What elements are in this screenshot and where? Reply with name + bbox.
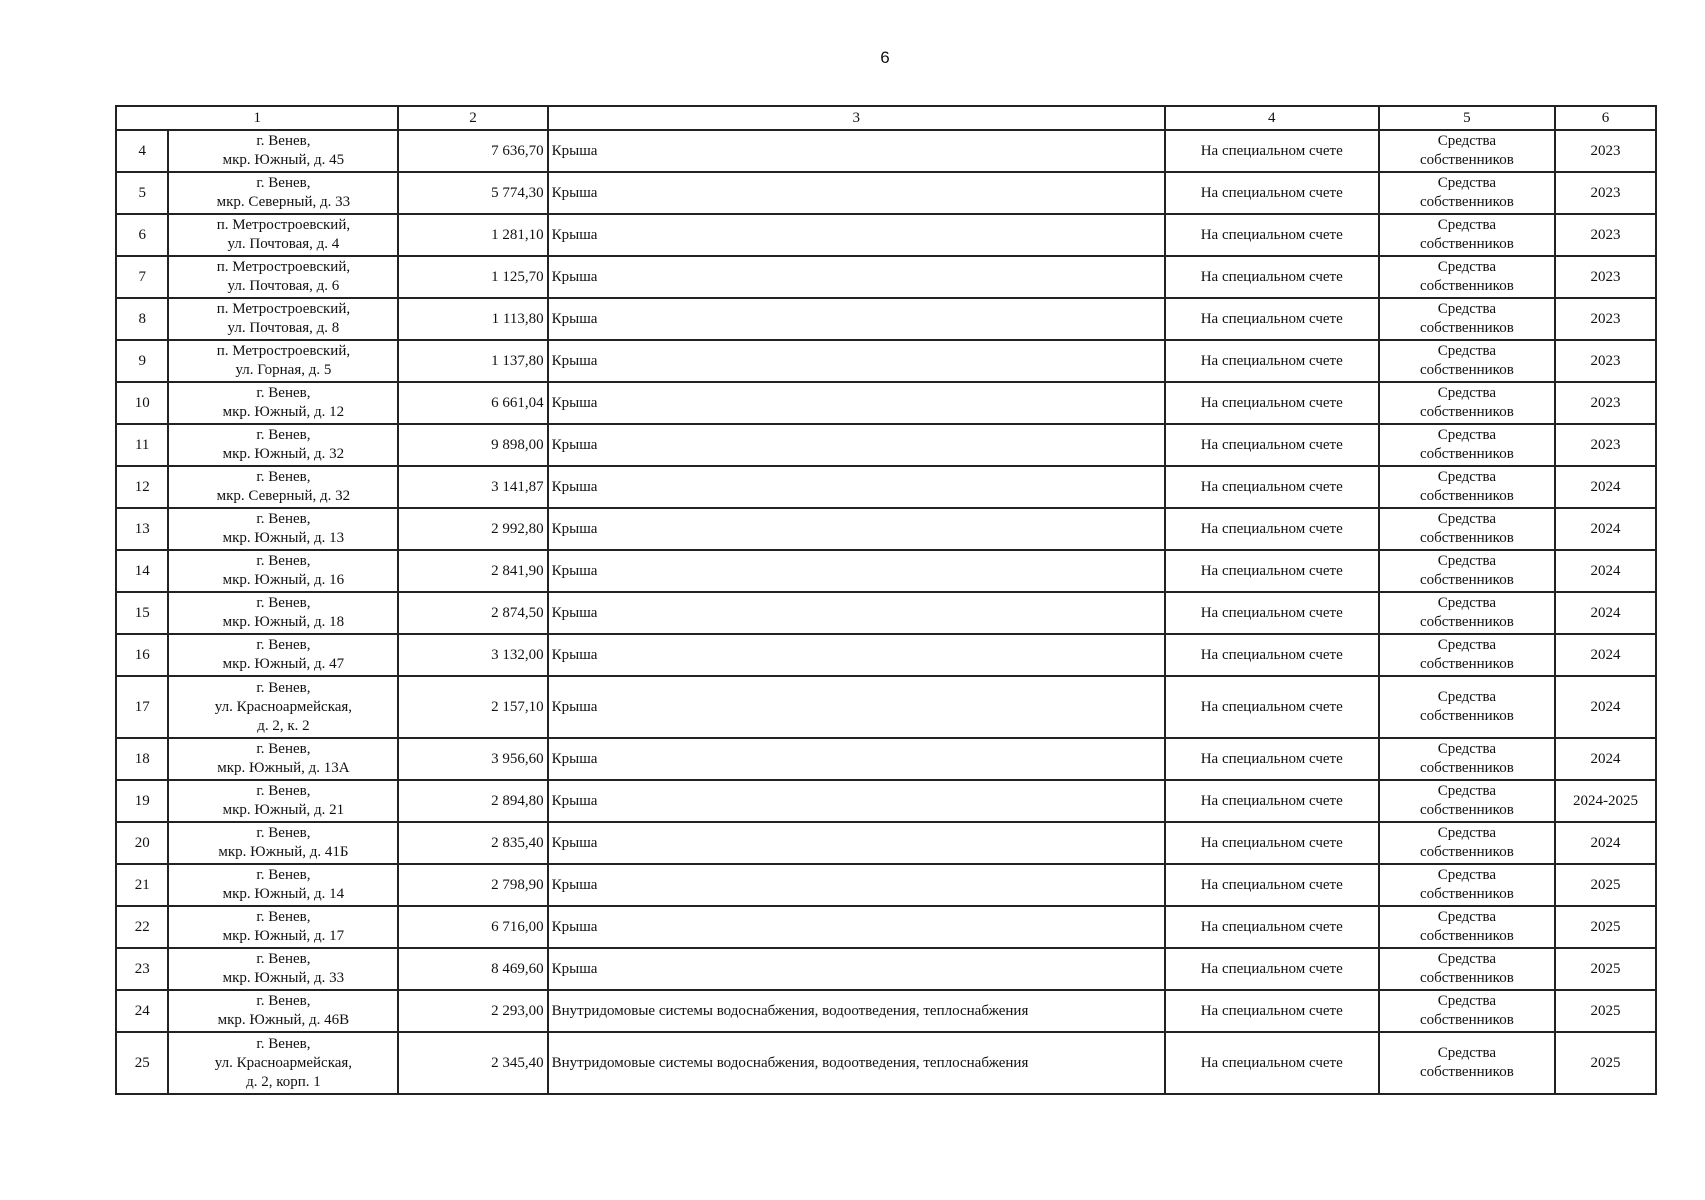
funding-method-cell: На специальном счете <box>1165 172 1379 214</box>
address-cell <box>168 948 398 990</box>
funding-source-cell <box>1379 990 1555 1032</box>
funding-method-cell: На специальном счете <box>1165 990 1379 1032</box>
area-cell: 2 293,00 <box>398 990 547 1032</box>
year-cell: 2023 <box>1555 130 1656 172</box>
address-line: п. Метростроевский, <box>216 301 351 317</box>
year-cell: 2023 <box>1555 256 1656 298</box>
address-cell <box>168 550 398 592</box>
area-cell: 3 141,87 <box>398 466 547 508</box>
funding-source-line: собственников <box>1419 614 1514 630</box>
funding-source-cell <box>1379 172 1555 214</box>
year-cell: 2024 <box>1555 592 1656 634</box>
funding-source-cell <box>1379 256 1555 298</box>
area-cell: 7 636,70 <box>398 130 547 172</box>
table-row <box>116 172 1656 214</box>
address-line: мкр. Южный, д. 41Б <box>218 844 349 860</box>
funding-source-line: Средства <box>1437 993 1497 1009</box>
funding-source-cell <box>1379 466 1555 508</box>
area-cell: 2 841,90 <box>398 550 547 592</box>
table-row <box>116 738 1656 780</box>
year-cell: 2023 <box>1555 382 1656 424</box>
work-type-cell: Крыша <box>548 130 1165 172</box>
area-cell: 6 716,00 <box>398 906 547 948</box>
address-line: г. Венев, <box>256 741 311 757</box>
address-line: мкр. Южный, д. 18 <box>222 614 345 630</box>
funding-method-cell: На специальном счете <box>1165 298 1379 340</box>
funding-method-cell: На специальном счете <box>1165 822 1379 864</box>
repair-schedule-table <box>115 105 1657 1095</box>
funding-source-line: собственников <box>1419 362 1514 378</box>
work-type-cell: Крыша <box>548 948 1165 990</box>
work-type-cell: Крыша <box>548 676 1165 738</box>
table-row <box>116 214 1656 256</box>
row-number-cell: 5 <box>116 172 168 214</box>
funding-source-cell <box>1379 822 1555 864</box>
row-number-cell: 13 <box>116 508 168 550</box>
funding-source-cell <box>1379 906 1555 948</box>
funding-source-line: Средства <box>1437 217 1497 233</box>
funding-method-cell: На специальном счете <box>1165 592 1379 634</box>
address-line: мкр. Южный, д. 12 <box>222 404 345 420</box>
address-line: д. 2, корп. 1 <box>246 1073 321 1090</box>
address-line: г. Венев, <box>256 679 311 696</box>
row-number-cell: 22 <box>116 906 168 948</box>
address-cell <box>168 172 398 214</box>
address-line: ул. Красноармейская, <box>214 698 353 715</box>
area-cell: 3 956,60 <box>398 738 547 780</box>
funding-source-line: Средства <box>1437 175 1497 191</box>
table-body <box>116 130 1656 1094</box>
table-row <box>116 822 1656 864</box>
address-line: г. Венев, <box>256 469 311 485</box>
funding-method-cell: На специальном счете <box>1165 424 1379 466</box>
funding-source-cell <box>1379 592 1555 634</box>
year-cell: 2023 <box>1555 424 1656 466</box>
address-cell <box>168 676 398 738</box>
funding-source-cell <box>1379 780 1555 822</box>
funding-source-line: собственников <box>1419 530 1514 546</box>
address-line: ул. Почтовая, д. 6 <box>227 278 340 294</box>
work-type-cell: Крыша <box>548 340 1165 382</box>
table-row <box>116 130 1656 172</box>
address-line: мкр. Южный, д. 32 <box>222 446 345 462</box>
address-line: ул. Красноармейская, <box>214 1054 353 1071</box>
funding-method-cell: На специальном счете <box>1165 738 1379 780</box>
column-header-3: 3 <box>548 106 1165 130</box>
address-line: г. Венев, <box>256 133 311 149</box>
row-number-cell: 23 <box>116 948 168 990</box>
funding-method-cell: На специальном счете <box>1165 634 1379 676</box>
address-cell <box>168 906 398 948</box>
funding-method-cell: На специальном счете <box>1165 508 1379 550</box>
address-line: ул. Почтовая, д. 8 <box>227 320 340 336</box>
address-line: п. Метростроевский, <box>216 259 351 275</box>
area-cell: 3 132,00 <box>398 634 547 676</box>
funding-source-line: Средства <box>1437 783 1497 799</box>
row-number-cell: 14 <box>116 550 168 592</box>
funding-source-cell <box>1379 424 1555 466</box>
table-row <box>116 298 1656 340</box>
address-line: ул. Горная, д. 5 <box>235 362 332 378</box>
address-line: мкр. Южный, д. 13 <box>222 530 345 546</box>
row-number-cell: 4 <box>116 130 168 172</box>
year-cell: 2024 <box>1555 822 1656 864</box>
column-header-6: 6 <box>1555 106 1656 130</box>
address-cell <box>168 382 398 424</box>
funding-source-line: собственников <box>1419 1012 1514 1028</box>
funding-source-line: собственников <box>1419 446 1514 462</box>
funding-source-line: собственников <box>1419 802 1514 818</box>
address-line: мкр. Южный, д. 13А <box>217 760 350 776</box>
year-cell: 2024 <box>1555 676 1656 738</box>
area-cell: 2 992,80 <box>398 508 547 550</box>
year-cell: 2025 <box>1555 906 1656 948</box>
funding-source-line: собственников <box>1419 236 1514 252</box>
area-cell: 1 281,10 <box>398 214 547 256</box>
work-type-cell: Крыша <box>548 550 1165 592</box>
work-type-cell: Крыша <box>548 508 1165 550</box>
funding-source-line: Средства <box>1437 511 1497 527</box>
funding-source-line: собственников <box>1419 488 1514 504</box>
funding-source-line: Средства <box>1437 133 1497 149</box>
funding-source-line: собственников <box>1419 194 1514 210</box>
address-cell <box>168 822 398 864</box>
funding-source-line: собственников <box>1419 928 1514 944</box>
address-line: мкр. Северный, д. 33 <box>216 194 351 210</box>
year-cell: 2025 <box>1555 864 1656 906</box>
address-line: г. Венев, <box>256 427 311 443</box>
funding-source-line: собственников <box>1419 844 1514 860</box>
funding-source-cell <box>1379 214 1555 256</box>
row-number-cell: 25 <box>116 1032 168 1094</box>
table-row <box>116 256 1656 298</box>
table-row <box>116 550 1656 592</box>
row-number-cell: 9 <box>116 340 168 382</box>
column-header-2: 2 <box>398 106 547 130</box>
address-line: г. Венев, <box>256 783 311 799</box>
address-cell <box>168 864 398 906</box>
funding-method-cell: На специальном счете <box>1165 864 1379 906</box>
work-type-cell: Крыша <box>548 172 1165 214</box>
funding-source-cell <box>1379 948 1555 990</box>
work-type-cell: Внутридомовые системы водоснабжения, водоотведения, теплоснабжения <box>548 1032 1165 1094</box>
address-line: г. Венев, <box>256 867 311 883</box>
funding-method-cell: На специальном счете <box>1165 550 1379 592</box>
address-line: мкр. Южный, д. 46В <box>217 1012 350 1028</box>
work-type-cell: Крыша <box>548 592 1165 634</box>
row-number-cell: 17 <box>116 676 168 738</box>
address-cell <box>168 592 398 634</box>
funding-source-cell <box>1379 298 1555 340</box>
funding-source-line: собственников <box>1419 320 1514 336</box>
funding-source-line: Средства <box>1437 301 1497 317</box>
funding-source-line: Средства <box>1437 867 1497 883</box>
funding-source-cell <box>1379 738 1555 780</box>
year-cell: 2023 <box>1555 172 1656 214</box>
year-cell: 2023 <box>1555 340 1656 382</box>
funding-source-line: собственников <box>1419 1064 1514 1080</box>
funding-source-line: собственников <box>1419 886 1514 902</box>
area-cell: 1 125,70 <box>398 256 547 298</box>
year-cell: 2024 <box>1555 634 1656 676</box>
work-type-cell: Внутридомовые системы водоснабжения, водоотведения, теплоснабжения <box>548 990 1165 1032</box>
work-type-cell: Крыша <box>548 298 1165 340</box>
work-type-cell: Крыша <box>548 256 1165 298</box>
table-row <box>116 780 1656 822</box>
funding-source-line: Средства <box>1437 637 1497 653</box>
address-line: г. Венев, <box>256 595 311 611</box>
address-cell <box>168 508 398 550</box>
column-header-4: 4 <box>1165 106 1379 130</box>
work-type-cell: Крыша <box>548 906 1165 948</box>
year-cell: 2024-2025 <box>1555 780 1656 822</box>
address-line: г. Венев, <box>256 511 311 527</box>
work-type-cell: Крыша <box>548 382 1165 424</box>
address-line: п. Метростроевский, <box>216 343 351 359</box>
table-row <box>116 1032 1656 1094</box>
address-cell <box>168 1032 398 1094</box>
funding-source-line: Средства <box>1437 385 1497 401</box>
funding-source-cell <box>1379 676 1555 738</box>
work-type-cell: Крыша <box>548 780 1165 822</box>
year-cell: 2024 <box>1555 738 1656 780</box>
address-line: мкр. Северный, д. 32 <box>216 488 351 504</box>
table-row <box>116 592 1656 634</box>
funding-source-cell <box>1379 382 1555 424</box>
row-number-cell: 18 <box>116 738 168 780</box>
column-header-5: 5 <box>1379 106 1555 130</box>
funding-source-line: собственников <box>1419 404 1514 420</box>
address-line: мкр. Южный, д. 45 <box>222 152 345 168</box>
row-number-cell: 20 <box>116 822 168 864</box>
year-cell: 2025 <box>1555 948 1656 990</box>
funding-source-line: Средства <box>1437 595 1497 611</box>
column-header-1: 1 <box>116 106 398 130</box>
address-cell <box>168 298 398 340</box>
area-cell: 2 835,40 <box>398 822 547 864</box>
work-type-cell: Крыша <box>548 214 1165 256</box>
address-cell <box>168 214 398 256</box>
row-number-cell: 8 <box>116 298 168 340</box>
funding-source-line: Средства <box>1437 469 1497 485</box>
address-line: г. Венев, <box>256 385 311 401</box>
address-line: мкр. Южный, д. 33 <box>222 970 345 986</box>
address-line: мкр. Южный, д. 17 <box>222 928 345 944</box>
year-cell: 2024 <box>1555 508 1656 550</box>
address-cell <box>168 256 398 298</box>
table-row <box>116 424 1656 466</box>
funding-source-cell <box>1379 1032 1555 1094</box>
row-number-cell: 16 <box>116 634 168 676</box>
address-line: г. Венев, <box>256 175 311 191</box>
address-line: мкр. Южный, д. 21 <box>222 802 345 818</box>
funding-method-cell: На специальном счете <box>1165 780 1379 822</box>
address-line: мкр. Южный, д. 14 <box>222 886 345 902</box>
address-line: г. Венев, <box>256 825 311 841</box>
funding-method-cell: На специальном счете <box>1165 906 1379 948</box>
address-cell <box>168 780 398 822</box>
row-number-cell: 19 <box>116 780 168 822</box>
table-row <box>116 906 1656 948</box>
area-cell: 1 137,80 <box>398 340 547 382</box>
row-number-cell: 12 <box>116 466 168 508</box>
work-type-cell: Крыша <box>548 634 1165 676</box>
area-cell: 2 798,90 <box>398 864 547 906</box>
table-row <box>116 382 1656 424</box>
funding-source-line: Средства <box>1437 343 1497 359</box>
funding-method-cell: На специальном счете <box>1165 676 1379 738</box>
area-cell: 1 113,80 <box>398 298 547 340</box>
address-cell <box>168 634 398 676</box>
address-line: ул. Почтовая, д. 4 <box>227 236 340 252</box>
address-line: мкр. Южный, д. 16 <box>222 572 345 588</box>
funding-source-line: собственников <box>1419 152 1514 168</box>
funding-source-line: собственников <box>1419 970 1514 986</box>
row-number-cell: 21 <box>116 864 168 906</box>
funding-source-cell <box>1379 340 1555 382</box>
funding-source-line: Средства <box>1437 825 1497 841</box>
year-cell: 2023 <box>1555 298 1656 340</box>
year-cell: 2023 <box>1555 214 1656 256</box>
funding-method-cell: На специальном счете <box>1165 256 1379 298</box>
year-cell: 2025 <box>1555 990 1656 1032</box>
table-row <box>116 508 1656 550</box>
funding-source-line: собственников <box>1419 656 1514 672</box>
funding-source-line: собственников <box>1419 760 1514 776</box>
row-number-cell: 7 <box>116 256 168 298</box>
table-row <box>116 864 1656 906</box>
funding-source-line: Средства <box>1437 909 1497 925</box>
table-row <box>116 340 1656 382</box>
funding-source-line: Средства <box>1437 1045 1497 1061</box>
row-number-cell: 6 <box>116 214 168 256</box>
year-cell: 2024 <box>1555 466 1656 508</box>
row-number-cell: 24 <box>116 990 168 1032</box>
funding-method-cell: На специальном счете <box>1165 340 1379 382</box>
funding-method-cell: На специальном счете <box>1165 382 1379 424</box>
address-cell <box>168 424 398 466</box>
address-line: мкр. Южный, д. 47 <box>222 656 345 672</box>
row-number-cell: 10 <box>116 382 168 424</box>
address-line: г. Венев, <box>256 951 311 967</box>
table-row <box>116 634 1656 676</box>
address-cell <box>168 466 398 508</box>
header-row <box>116 106 1656 130</box>
funding-method-cell: На специальном счете <box>1165 214 1379 256</box>
funding-source-cell <box>1379 130 1555 172</box>
work-type-cell: Крыша <box>548 466 1165 508</box>
funding-source-line: Средства <box>1437 741 1497 757</box>
page-number: 6 <box>880 48 890 67</box>
funding-source-line: Средства <box>1437 553 1497 569</box>
funding-source-line: Средства <box>1437 427 1497 443</box>
table-row <box>116 676 1656 738</box>
area-cell: 2 874,50 <box>398 592 547 634</box>
address-cell <box>168 738 398 780</box>
year-cell: 2025 <box>1555 1032 1656 1094</box>
work-type-cell: Крыша <box>548 864 1165 906</box>
funding-source-line: Средства <box>1437 689 1497 705</box>
funding-source-line: собственников <box>1419 572 1514 588</box>
work-type-cell: Крыша <box>548 738 1165 780</box>
funding-source-cell <box>1379 864 1555 906</box>
address-cell <box>168 340 398 382</box>
address-line: г. Венев, <box>256 637 311 653</box>
address-line: п. Метростроевский, <box>216 217 351 233</box>
area-cell: 2 345,40 <box>398 1032 547 1094</box>
table-row <box>116 990 1656 1032</box>
work-type-cell: Крыша <box>548 822 1165 864</box>
address-line: г. Венев, <box>256 909 311 925</box>
area-cell: 2 157,10 <box>398 676 547 738</box>
funding-method-cell: На специальном счете <box>1165 1032 1379 1094</box>
address-cell <box>168 990 398 1032</box>
funding-source-line: Средства <box>1437 951 1497 967</box>
work-type-cell: Крыша <box>548 424 1165 466</box>
area-cell: 8 469,60 <box>398 948 547 990</box>
area-cell: 2 894,80 <box>398 780 547 822</box>
funding-source-cell <box>1379 550 1555 592</box>
year-cell: 2024 <box>1555 550 1656 592</box>
address-line: г. Венев, <box>256 993 311 1009</box>
funding-source-line: собственников <box>1419 278 1514 294</box>
funding-method-cell: На специальном счете <box>1165 948 1379 990</box>
address-line: д. 2, к. 2 <box>257 717 310 734</box>
address-cell <box>168 130 398 172</box>
area-cell: 6 661,04 <box>398 382 547 424</box>
table-row <box>116 948 1656 990</box>
funding-method-cell: На специальном счете <box>1165 130 1379 172</box>
area-cell: 9 898,00 <box>398 424 547 466</box>
address-line: г. Венев, <box>256 553 311 569</box>
address-line: г. Венев, <box>256 1035 311 1052</box>
funding-method-cell: На специальном счете <box>1165 466 1379 508</box>
funding-source-cell <box>1379 634 1555 676</box>
table-row <box>116 466 1656 508</box>
row-number-cell: 15 <box>116 592 168 634</box>
funding-source-cell <box>1379 508 1555 550</box>
row-number-cell: 11 <box>116 424 168 466</box>
area-cell: 5 774,30 <box>398 172 547 214</box>
funding-source-line: собственников <box>1419 708 1514 724</box>
funding-source-line: Средства <box>1437 259 1497 275</box>
